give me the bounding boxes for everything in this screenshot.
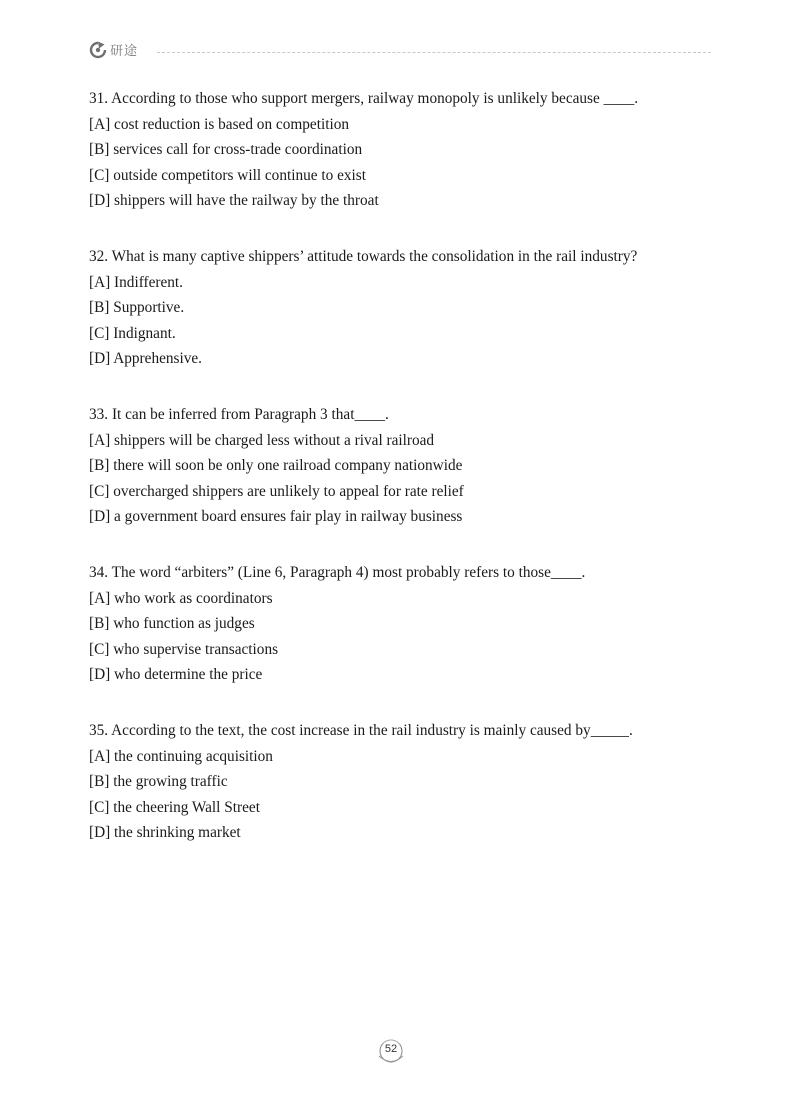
option-a: [A] cost reduction is based on competition [89, 115, 349, 133]
option-a: [A] Indifferent. [89, 273, 184, 291]
option-d: [D] a government board ensures fair play in railway business [89, 508, 463, 525]
question-stem: 33. It can be inferred from Paragraph 3 that____. [89, 406, 389, 423]
logo-text: 研途 [110, 44, 139, 59]
option-c: [C] who supervise transactions [89, 640, 279, 658]
page-number-badge [376, 1036, 406, 1066]
option-d: [D] shippers will have the railway by the throat [89, 192, 379, 209]
option-d: [D] who determine the price [89, 666, 263, 683]
question-35 [89, 718, 719, 846]
question-list [89, 86, 719, 876]
question-34 [89, 560, 719, 688]
option-c: [C] overcharged shippers are unlikely to appeal for rate relief [89, 482, 464, 500]
option-b: [B] services call for cross-trade coordination [89, 141, 363, 158]
option-a: [A] shippers will be charged less without a rival railroad [89, 431, 435, 449]
option-d: [D] the shrinking market [89, 824, 241, 841]
logo [89, 40, 138, 59]
option-d: [D] Apprehensive. [89, 350, 202, 367]
question-stem: 31. According to those who support mergers, railway monopoly is unlikely because ____. [89, 90, 639, 107]
page-number: 52 [384, 1043, 398, 1055]
option-c: [C] outside competitors will continue to exist [89, 166, 367, 184]
option-a: [A] who work as coordinators [89, 589, 273, 607]
option-b: [B] who function as judges [89, 615, 255, 632]
question-33 [89, 402, 719, 530]
option-b: [B] the growing traffic [89, 773, 228, 790]
question-stem: 35. According to the text, the cost increase in the rail industry is mainly caused by_____. [89, 722, 633, 739]
option-a: [A] the continuing acquisition [89, 747, 273, 765]
question-stem: 32. What is many captive shippers’ attitude towards the consolidation in the rail industry? [89, 248, 638, 265]
option-c: [C] Indignant. [89, 324, 176, 342]
header-divider [157, 52, 711, 53]
option-b: [B] Supportive. [89, 299, 185, 316]
question-stem: 34. The word “arbiters” (Line 6, Paragraph 4) most probably refers to those____. [89, 564, 586, 581]
page-header [89, 40, 711, 64]
question-31 [89, 86, 719, 214]
option-b: [B] there will soon be only one railroad company nationwide [89, 457, 463, 474]
question-32 [89, 244, 719, 372]
option-c: [C] the cheering Wall Street [89, 798, 260, 816]
circular-arrow-logo-icon [89, 41, 107, 59]
